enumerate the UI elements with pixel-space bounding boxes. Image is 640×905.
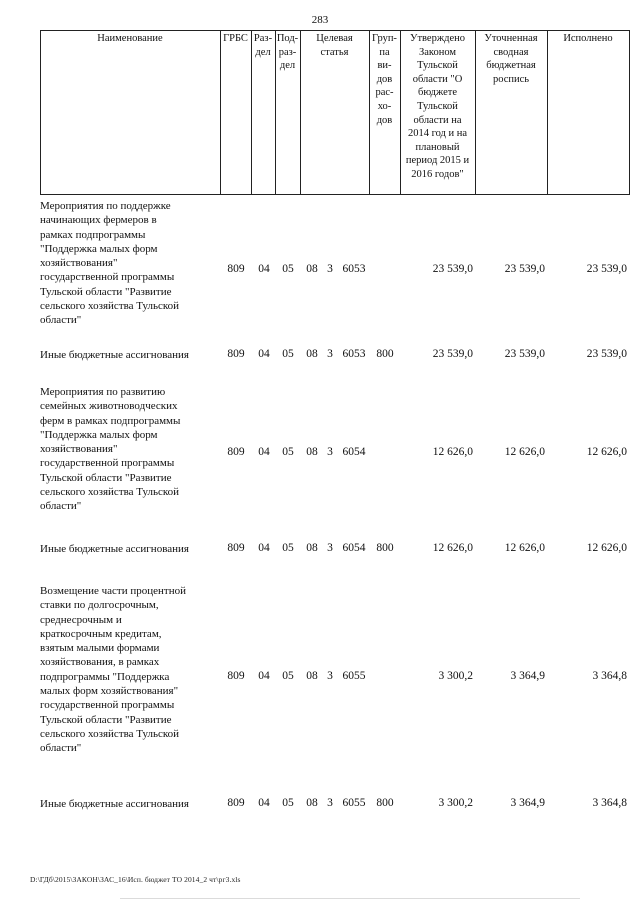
row-refined: 12 626,0 <box>504 446 545 458</box>
page-number: 283 <box>311 14 329 26</box>
row-podrazdel: 05 <box>282 446 294 458</box>
row-name: Иные бюджетные ассигнования <box>40 349 189 361</box>
row-podrazdel: 05 <box>282 797 294 809</box>
row-executed: 12 626,0 <box>586 446 627 458</box>
row-approved: 12 626,0 <box>432 446 473 458</box>
row-grbs: 809 <box>227 263 245 275</box>
row-expense-group: 800 <box>376 348 394 360</box>
col-divider <box>547 30 548 195</box>
header-left-border <box>40 30 41 195</box>
row-target-program: 08 <box>306 797 318 809</box>
row-executed: 3 364,8 <box>592 670 627 682</box>
row-name: Иные бюджетные ассигнования <box>40 543 189 555</box>
row-target-code: 6055 <box>342 797 366 809</box>
row-refined: 23 539,0 <box>504 348 545 360</box>
row-executed: 3 364,8 <box>592 797 627 809</box>
row-razdel: 04 <box>258 542 270 554</box>
row-target-program: 08 <box>306 446 318 458</box>
row-grbs: 809 <box>227 670 245 682</box>
file-path-footer: D:\ГДб\2015\ЗАКОН\ЗАС_16\Исп. бюджет ТО 2014_2 чт\рг3.xls <box>30 875 241 884</box>
row-target-subprogram: 3 <box>327 348 333 360</box>
row-name: Мероприятия по поддержке начинающих фермеров в рамках подпрограммы "Поддержка малых форм хозяйствования" государственной программы Тульской области "Развитие сельского хозяйства Тульской области" <box>40 200 180 327</box>
row-name: Иные бюджетные ассигнования <box>40 798 189 810</box>
row-target-code: 6055 <box>342 670 366 682</box>
row-target-code: 6054 <box>342 542 366 554</box>
row-razdel: 04 <box>258 446 270 458</box>
row-target-program: 08 <box>306 670 318 682</box>
row-approved: 3 300,2 <box>438 670 473 682</box>
row-target-program: 08 <box>306 348 318 360</box>
col-divider <box>220 30 221 195</box>
row-approved: 23 539,0 <box>432 348 473 360</box>
row-approved: 23 539,0 <box>432 263 473 275</box>
row-podrazdel: 05 <box>282 670 294 682</box>
row-executed: 23 539,0 <box>586 348 627 360</box>
header-razdel: Раз- дел <box>253 33 273 58</box>
row-refined: 12 626,0 <box>504 542 545 554</box>
header-right-border <box>629 30 630 195</box>
row-razdel: 04 <box>258 670 270 682</box>
row-executed: 12 626,0 <box>586 542 627 554</box>
row-target-code: 6053 <box>342 263 366 275</box>
row-target-code: 6053 <box>342 348 366 360</box>
header-bottom-border <box>40 194 630 195</box>
row-target-subprogram: 3 <box>327 797 333 809</box>
header-target-article: Целевая статья <box>316 33 353 58</box>
header-top-border <box>40 30 630 31</box>
header-grbs: ГРБС <box>223 33 248 44</box>
header-podrazdel: Под- раз- дел <box>276 33 299 72</box>
row-refined: 3 364,9 <box>510 797 545 809</box>
row-razdel: 04 <box>258 263 270 275</box>
row-razdel: 04 <box>258 348 270 360</box>
row-grbs: 809 <box>227 446 245 458</box>
row-target-subprogram: 3 <box>327 542 333 554</box>
row-expense-group: 800 <box>376 542 394 554</box>
row-grbs: 809 <box>227 348 245 360</box>
header-approved: Утверждено Законом Тульской области "О бюджете Тульской области на 2014 год и на плановый период 2015 и 2016 годов" <box>405 33 470 180</box>
row-podrazdel: 05 <box>282 542 294 554</box>
row-target-subprogram: 3 <box>327 446 333 458</box>
row-executed: 23 539,0 <box>586 263 627 275</box>
row-refined: 23 539,0 <box>504 263 545 275</box>
row-razdel: 04 <box>258 797 270 809</box>
row-target-program: 08 <box>306 263 318 275</box>
header-executed: Исполнено <box>563 33 613 44</box>
row-name: Мероприятия по развитию семейных животноводческих ферм в рамках подпрограммы "Поддержка малых форм хозяйствования" государственной программы Тульской области "Развитие сельского хозяйства Тульской области" <box>40 386 181 513</box>
header-refined: Уточненная сводная бюджетная роспись <box>484 33 538 85</box>
row-target-program: 08 <box>306 542 318 554</box>
row-name: Возмещение части процентной ставки по долгосрочным, среднесрочным и краткосрочным кредитам, взятым малыми формами хозяйствования, в рамках подпрограммы "Поддержка малых форм хозяйствования" государственной программы Тульской области "Развитие сельского хозяйства Тульской области" <box>40 585 186 755</box>
row-podrazdel: 05 <box>282 348 294 360</box>
row-refined: 3 364,9 <box>510 670 545 682</box>
row-approved: 12 626,0 <box>432 542 473 554</box>
row-target-subprogram: 3 <box>327 263 333 275</box>
row-grbs: 809 <box>227 797 245 809</box>
row-target-subprogram: 3 <box>327 670 333 682</box>
row-approved: 3 300,2 <box>438 797 473 809</box>
header-expense-group: Груп- па ви- дов рас- хо- дов <box>372 33 397 126</box>
row-expense-group: 800 <box>376 797 394 809</box>
scan-edge-line <box>120 898 580 899</box>
row-target-code: 6054 <box>342 446 366 458</box>
header-name: Наименование <box>97 33 163 44</box>
row-podrazdel: 05 <box>282 263 294 275</box>
row-grbs: 809 <box>227 542 245 554</box>
